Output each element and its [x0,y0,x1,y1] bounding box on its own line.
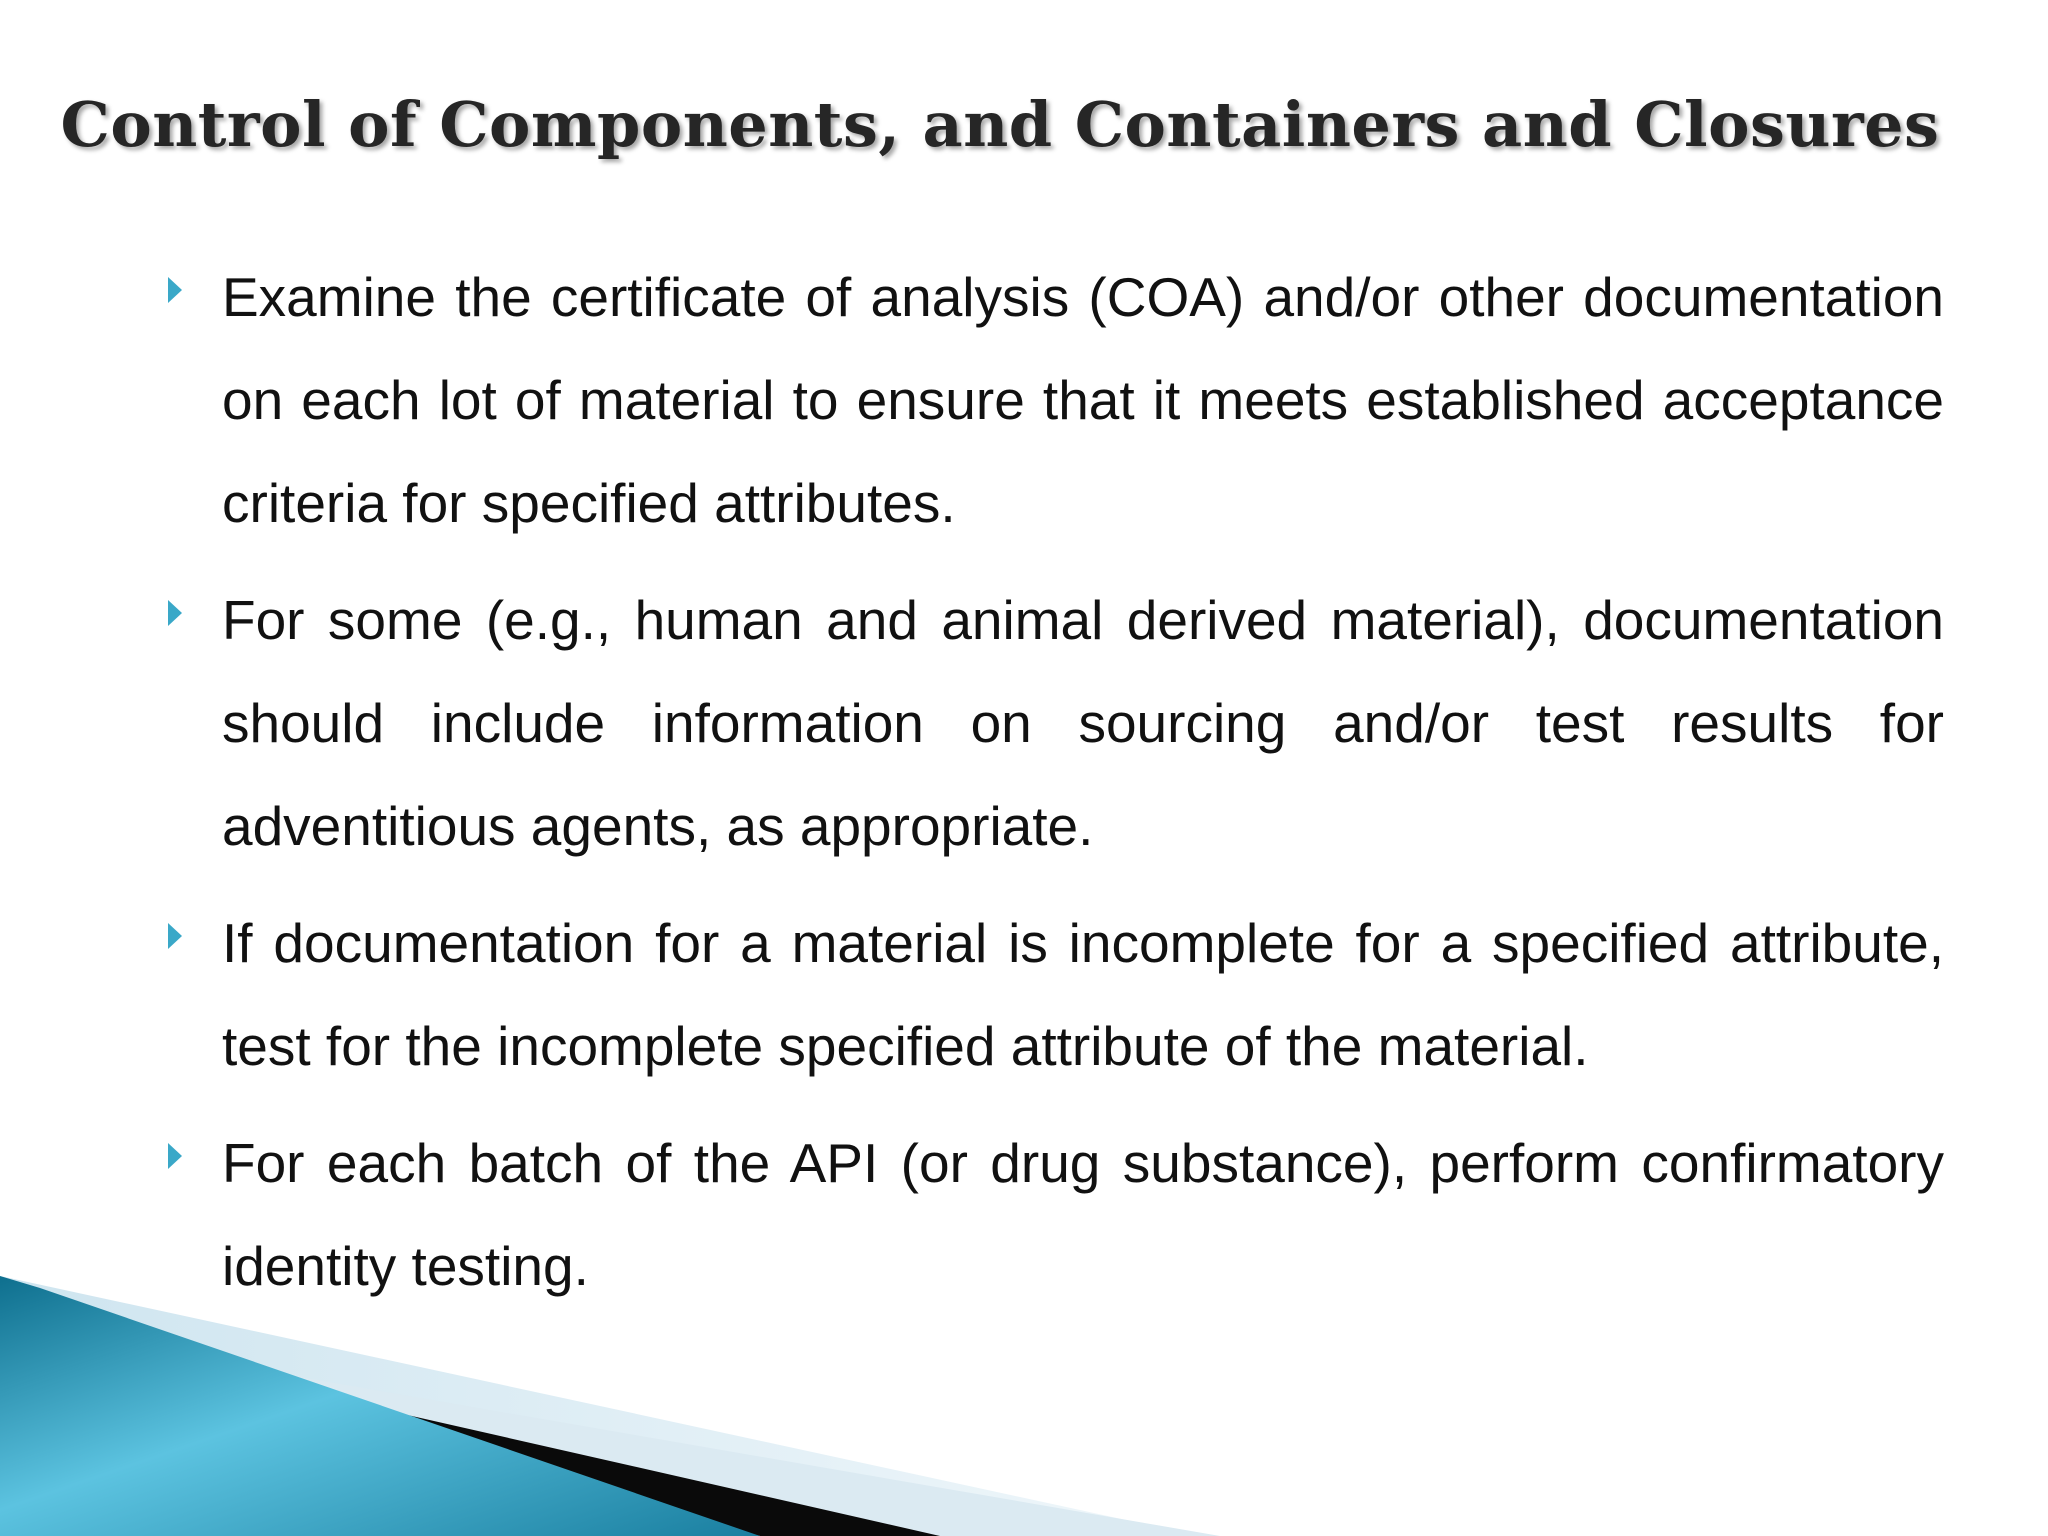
teal-wedge [0,1276,760,1536]
triangle-right-icon [168,1143,182,1169]
bullet-text: For each batch of the API (or drug substance), perform confirmatory identity testing. [222,1132,1944,1297]
bullet-text: If documentation for a material is incomplete for a specified attribute, test for the incomplete specified attribute of the material. [222,912,1944,1077]
bullet-text: For some (e.g., human and animal derived material), documentation should include information on sourcing and/or test results for adventitious agents, as appropriate. [222,589,1944,857]
triangle-right-icon [168,277,182,303]
bullet-item [222,246,1944,555]
triangle-right-icon [168,923,182,949]
bullet-item [222,892,1944,1098]
slide-title: Control of Components, and Containers and Closures [60,88,1940,161]
triangle-right-icon [168,600,182,626]
bullet-text: Examine the certificate of analysis (COA) and/or other documentation on each lot of material to ensure that it meets established acceptance criteria for specified attributes. [222,266,1944,534]
corner-decoration [0,1276,2048,1536]
bullet-item [222,569,1944,878]
bullet-list [222,246,1944,1332]
